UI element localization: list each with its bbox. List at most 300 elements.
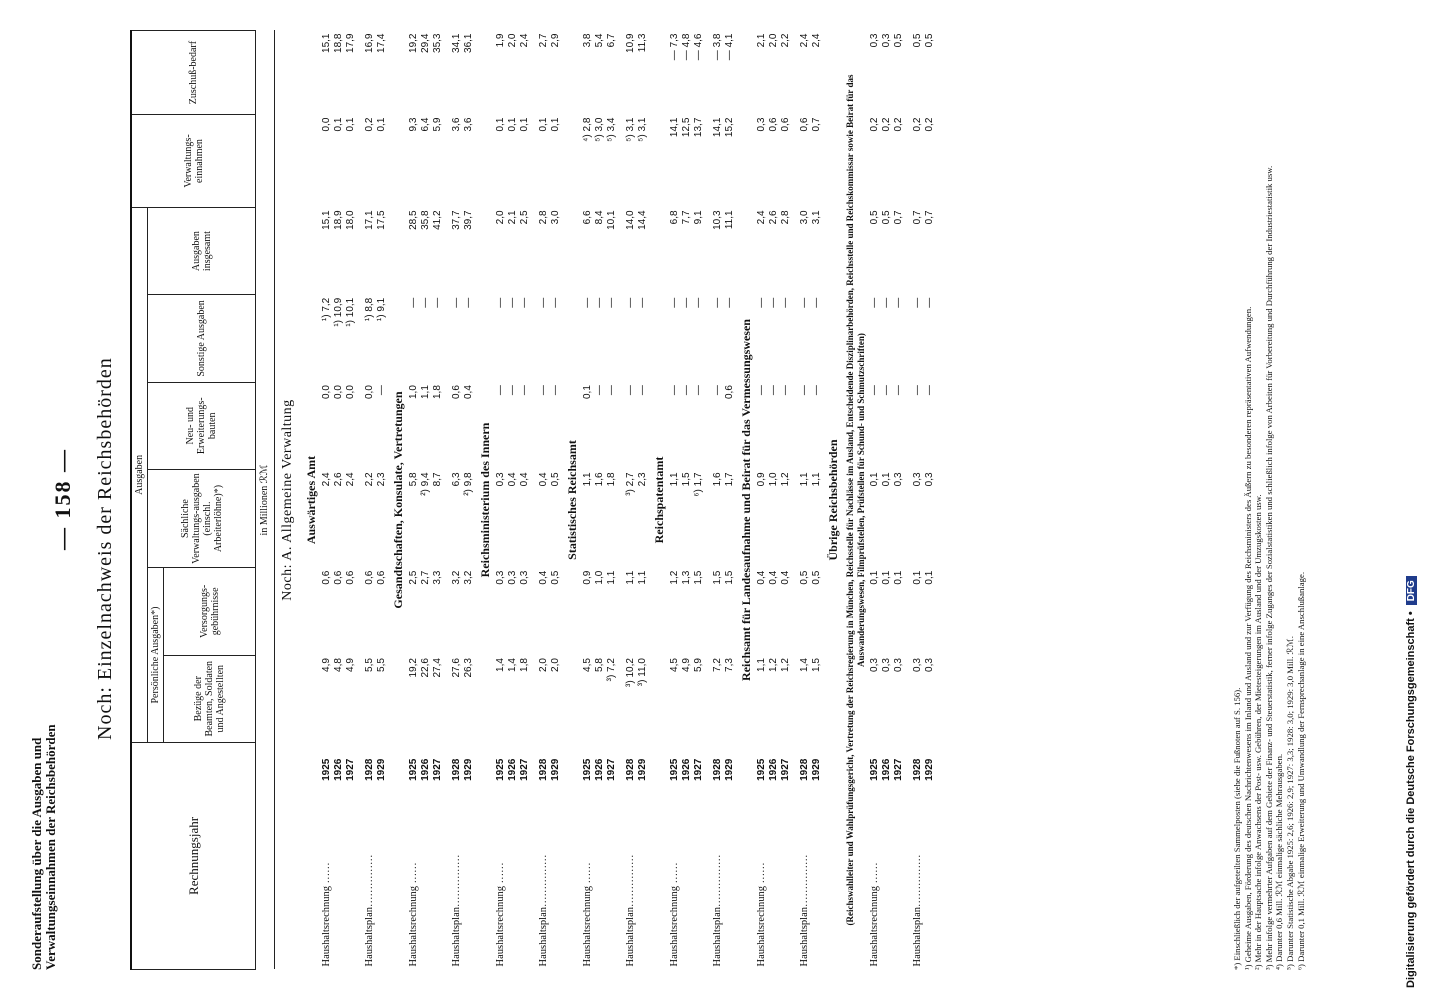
table-row bbox=[333, 31, 345, 970]
table-body bbox=[256, 31, 937, 970]
table-row bbox=[881, 31, 893, 970]
value-cell: — bbox=[681, 385, 692, 396]
footnote: ³) Mehr infolge vermehrter Aufgaben auf dem Gebiete der Finanz- und Steuerstatistik, ferner infolge Zuganges der Sozialstatistiken und schließlich infolge von Arbeiten für Vorbereitung und Durchführung der Industriestatistik usw. bbox=[1263, 165, 1274, 970]
row-label: Haushaltsplan…………… bbox=[538, 854, 549, 967]
table-row bbox=[625, 31, 637, 970]
value-cell: — bbox=[924, 385, 935, 396]
row-year: 1928 bbox=[364, 758, 375, 781]
value-cell: 13,7 bbox=[693, 117, 704, 138]
value-cell: ¹) 10,1 bbox=[345, 297, 356, 327]
table-row bbox=[495, 31, 507, 970]
value-cell: 34,1 bbox=[451, 33, 462, 53]
value-cell: 4,9 bbox=[681, 658, 692, 672]
value-cell: 1,2 bbox=[780, 472, 791, 487]
table-row bbox=[463, 31, 475, 970]
value-cell: 0,4 bbox=[538, 570, 549, 585]
table-row bbox=[756, 31, 768, 970]
value-cell: 1,5 bbox=[712, 570, 723, 585]
value-cell: 17,4 bbox=[376, 33, 387, 53]
footnote: ⁴) Darunter 0,6 Mill. ℛℳ einmalige sächliche Mehrausgaben. bbox=[1274, 753, 1285, 970]
value-cell: — bbox=[538, 385, 549, 396]
value-cell: 1,0 bbox=[768, 472, 779, 487]
value-cell: — bbox=[756, 297, 767, 308]
value-cell: 0,4 bbox=[538, 472, 549, 487]
value-cell: 3,1 bbox=[811, 210, 822, 225]
unit-row bbox=[256, 31, 275, 970]
block-title: Reichsamt für Landesaufnahme und Beirat für das Vermessungswesen bbox=[739, 319, 753, 681]
value-cell: 0,3 bbox=[912, 472, 923, 487]
value-cell: 0,2 bbox=[924, 117, 935, 132]
value-cell: 0,1 bbox=[582, 385, 593, 399]
value-cell: 2,8 bbox=[780, 210, 791, 225]
value-cell: 0,6 bbox=[780, 117, 791, 132]
value-cell: 0,2 bbox=[881, 117, 892, 132]
value-cell: 15,1 bbox=[321, 33, 332, 53]
table-row bbox=[724, 31, 736, 970]
table-row bbox=[364, 31, 376, 970]
value-cell: 5,9 bbox=[693, 658, 704, 672]
value-cell: 2,4 bbox=[321, 472, 332, 487]
row-gap bbox=[444, 31, 451, 970]
row-year: 1928 bbox=[625, 758, 636, 781]
value-cell: 1,8 bbox=[432, 385, 443, 399]
value-cell: 15,2 bbox=[724, 117, 735, 138]
value-cell: 14,0 bbox=[625, 210, 636, 230]
value-cell: 1,1 bbox=[799, 472, 810, 487]
value-cell: — bbox=[594, 297, 605, 308]
value-cell: 1,1 bbox=[756, 658, 767, 672]
row-year: 1926 bbox=[507, 758, 518, 781]
value-cell: — bbox=[669, 385, 680, 396]
value-cell: 1,1 bbox=[637, 570, 648, 585]
value-cell: 3,6 bbox=[463, 117, 474, 132]
header-zuschuss: Zuschuß-bedarf bbox=[131, 31, 256, 115]
row-gap-cell bbox=[705, 31, 712, 970]
value-cell: 0,0 bbox=[333, 385, 344, 399]
block-title: Reichspatentamt bbox=[652, 456, 666, 544]
value-cell: — bbox=[724, 297, 735, 308]
row-year: 1928 bbox=[538, 758, 549, 781]
value-cell: 1,1 bbox=[669, 472, 680, 487]
value-cell: 0,5 bbox=[881, 210, 892, 225]
value-cell: ³) 11,0 bbox=[637, 658, 648, 687]
value-cell: — bbox=[594, 385, 605, 396]
value-cell: 4,9 bbox=[345, 658, 356, 672]
value-cell: 0,7 bbox=[893, 210, 904, 225]
value-cell: 1,1 bbox=[582, 472, 593, 487]
value-cell: 0,9 bbox=[756, 472, 767, 487]
value-cell: — bbox=[637, 297, 648, 308]
value-cell: 15,1 bbox=[321, 210, 332, 230]
value-cell: 0,3 bbox=[869, 33, 880, 48]
value-cell: 7,7 bbox=[681, 210, 692, 225]
row-label bbox=[432, 784, 444, 970]
value-cell: 0,0 bbox=[345, 385, 356, 399]
table-row bbox=[451, 31, 463, 970]
value-cell: 2,0 bbox=[538, 658, 549, 672]
table-row bbox=[432, 31, 444, 970]
value-cell: 1,5 bbox=[681, 472, 692, 487]
value-cell: 0,3 bbox=[869, 658, 880, 672]
side-title: Sonderaufstellung über die Ausgaben und Verwaltungseinnahmen der Reichsbehörden bbox=[29, 724, 58, 970]
value-cell: 36,1 bbox=[463, 33, 474, 53]
value-cell: 41,2 bbox=[432, 210, 443, 230]
row-label: Haushaltsrechnung …… bbox=[869, 862, 880, 967]
block-title: Statistisches Reichsamt bbox=[565, 440, 579, 560]
block-title: Auswärtiges Amt bbox=[304, 455, 318, 545]
value-cell: 0,3 bbox=[495, 570, 506, 585]
value-cell: 2,4 bbox=[519, 33, 530, 48]
value-cell: — bbox=[780, 385, 791, 396]
row-label bbox=[507, 784, 519, 970]
value-cell: — bbox=[606, 297, 617, 308]
row-year: 1927 bbox=[893, 758, 904, 781]
value-cell: 0,0 bbox=[364, 385, 375, 399]
row-label: Haushaltsplan…………… bbox=[451, 854, 462, 967]
footnote: ¹) Geheime Ausgaben, Förderung des deutschen Nachrichtenwesens im Inland und Ausland und zur Verfügung des Reichsministers des Äußern zu besonderen repräsentativen Aufwendungen. bbox=[1242, 306, 1253, 970]
footnote: ⁶) Darunter 0,1 Mill. ℛℳ einmalige Erweiterung und Umwandlung der Fernsprechanlage in eine Anschlußanlage. bbox=[1295, 571, 1306, 970]
value-cell: 5,5 bbox=[376, 658, 387, 672]
header-persoenliche: Persönliche Ausgaben*) bbox=[148, 568, 164, 743]
value-cell: 0,3 bbox=[881, 658, 892, 672]
value-cell: 0,3 bbox=[924, 472, 935, 487]
value-cell: 0,7 bbox=[811, 117, 822, 132]
value-cell: 0,1 bbox=[376, 117, 387, 132]
block-title-row bbox=[823, 31, 843, 970]
value-cell: 0,4 bbox=[463, 385, 474, 399]
value-cell: ¹) 7,2 bbox=[321, 297, 332, 322]
value-cell: — bbox=[625, 385, 636, 396]
value-cell: 3,3 bbox=[432, 570, 443, 585]
value-cell: 9,1 bbox=[693, 210, 704, 225]
value-cell: — bbox=[507, 385, 518, 396]
value-cell: — bbox=[799, 385, 810, 396]
value-cell: ¹) 10,9 bbox=[333, 297, 344, 327]
value-cell: 4,8 bbox=[333, 658, 344, 672]
row-year: 1928 bbox=[712, 758, 723, 781]
value-cell: 28,5 bbox=[408, 210, 419, 230]
table-row bbox=[780, 31, 792, 970]
value-cell: 0,1 bbox=[538, 117, 549, 132]
value-cell: 10,9 bbox=[625, 33, 636, 53]
value-cell: 0,6 bbox=[724, 385, 735, 399]
header-saechliche: Sächliche Verwaltungs-ausgaben (einschl. Arbeiterlöhne)*) bbox=[148, 469, 256, 567]
table-row bbox=[420, 31, 432, 970]
value-cell: 0,6 bbox=[799, 117, 810, 132]
value-cell: 19,2 bbox=[408, 658, 419, 678]
value-cell: 0,1 bbox=[893, 570, 904, 585]
value-cell: ²) 9,8 bbox=[463, 472, 474, 496]
value-cell: 1,1 bbox=[420, 385, 431, 399]
value-cell: 0,6 bbox=[321, 570, 332, 585]
row-label: Haushaltsrechnung …… bbox=[669, 862, 680, 967]
row-gap-cell bbox=[357, 31, 364, 970]
value-cell: — bbox=[780, 297, 791, 308]
value-cell: 17,1 bbox=[364, 210, 375, 230]
value-cell: 3,2 bbox=[463, 570, 474, 585]
value-cell: — bbox=[451, 297, 462, 308]
value-cell: — bbox=[606, 385, 617, 396]
table-row bbox=[693, 31, 705, 970]
value-cell: — bbox=[924, 297, 935, 308]
value-cell: 0,7 bbox=[924, 210, 935, 225]
row-label: Haushaltsplan…………… bbox=[625, 854, 636, 967]
value-cell: 2,7 bbox=[538, 33, 549, 48]
value-cell: 0,5 bbox=[550, 472, 561, 487]
row-label: Haushaltsrechnung …… bbox=[495, 862, 506, 967]
row-label bbox=[519, 784, 531, 970]
digitization-credit bbox=[1405, 8, 1417, 988]
value-cell: ⁵) 3,1 bbox=[625, 117, 636, 142]
value-cell: 0,3 bbox=[881, 33, 892, 48]
value-cell: 4,5 bbox=[669, 658, 680, 672]
value-cell: 6,3 bbox=[451, 472, 462, 487]
value-cell: 0,1 bbox=[881, 472, 892, 487]
row-year: 1926 bbox=[681, 758, 692, 781]
row-year: 1928 bbox=[451, 758, 462, 781]
value-cell: — bbox=[376, 385, 387, 396]
value-cell: 2,6 bbox=[333, 472, 344, 487]
value-cell: 2,3 bbox=[637, 472, 648, 487]
value-cell: 0,4 bbox=[756, 570, 767, 585]
value-cell: 7,2 bbox=[712, 658, 723, 672]
value-cell: — bbox=[681, 297, 692, 308]
value-cell: 1,1 bbox=[811, 472, 822, 487]
value-cell: 0,1 bbox=[881, 570, 892, 585]
value-cell: 9,3 bbox=[408, 117, 419, 132]
row-year: 1925 bbox=[869, 758, 880, 781]
value-cell: — 7,3 bbox=[669, 33, 680, 61]
value-cell: 0,5 bbox=[893, 33, 904, 48]
value-cell: — bbox=[625, 297, 636, 308]
value-cell: 2,9 bbox=[550, 33, 561, 48]
value-cell: 2,5 bbox=[408, 570, 419, 585]
value-cell: — bbox=[495, 385, 506, 396]
block-title-row bbox=[388, 31, 408, 970]
value-cell: 0,3 bbox=[519, 570, 530, 585]
row-year: 1926 bbox=[768, 758, 779, 781]
row-year: 1927 bbox=[519, 758, 530, 781]
value-cell: 1,1 bbox=[606, 570, 617, 585]
row-year: 1926 bbox=[881, 758, 892, 781]
row-year: 1926 bbox=[594, 758, 605, 781]
value-cell: ²) 9,4 bbox=[420, 472, 431, 496]
row-label bbox=[333, 784, 345, 970]
row-gap bbox=[618, 31, 625, 970]
value-cell: 0,3 bbox=[495, 472, 506, 487]
value-cell: 2,8 bbox=[538, 210, 549, 225]
value-cell: 2,4 bbox=[811, 33, 822, 48]
row-label bbox=[693, 784, 705, 970]
row-year: 1929 bbox=[924, 758, 935, 781]
value-cell: 0,1 bbox=[495, 117, 506, 132]
header-ausgaben: Ausgaben bbox=[131, 207, 148, 742]
value-cell: — 3,8 bbox=[712, 33, 723, 61]
header-rechnungsjahr: Rechnungsjahr bbox=[131, 742, 256, 969]
value-cell: — bbox=[881, 385, 892, 396]
value-cell: 1,2 bbox=[669, 570, 680, 585]
value-cell: 0,5 bbox=[550, 570, 561, 585]
value-cell: 1,5 bbox=[724, 570, 735, 585]
value-cell: ³) 10,2 bbox=[625, 658, 636, 687]
value-cell: 0,2 bbox=[869, 117, 880, 132]
block-subtitle: (Reichswahlleiter und Wahlprüfungsgericht, Vertretung der Reichsregierung in München, Reichsstelle für Nachlässe im Ausland, Entscheidende Disziplinarbehörden, Reichsstelle und Reichskommissar sowie Beirat für das Auswanderungswesen, Filmprüfstellen, Prüfstellen für Schund- und Schmutzschriften) bbox=[845, 74, 866, 926]
value-cell: — bbox=[869, 385, 880, 396]
row-label bbox=[606, 784, 618, 970]
row-year: 1929 bbox=[550, 758, 561, 781]
value-cell: 6,4 bbox=[420, 117, 431, 132]
header-versorgung: Versorgungs-gebührnisse bbox=[164, 568, 256, 655]
value-cell: 0,3 bbox=[924, 658, 935, 672]
value-cell: 1,7 bbox=[724, 472, 735, 487]
table-row bbox=[594, 31, 606, 970]
row-year: 1925 bbox=[408, 758, 419, 781]
value-cell: 2,0 bbox=[768, 33, 779, 48]
row-label bbox=[345, 784, 357, 970]
value-cell: 0,0 bbox=[321, 117, 332, 132]
row-year: 1927 bbox=[780, 758, 791, 781]
value-cell: 0,4 bbox=[780, 570, 791, 585]
value-cell: 1,5 bbox=[811, 658, 822, 672]
value-cell: 16,9 bbox=[364, 33, 375, 53]
row-gap-cell bbox=[792, 31, 799, 970]
value-cell: 0,3 bbox=[756, 117, 767, 132]
value-cell: — 4,6 bbox=[693, 33, 704, 61]
value-cell: 2,1 bbox=[756, 33, 767, 48]
value-cell: 14,1 bbox=[669, 117, 680, 138]
table-row bbox=[712, 31, 724, 970]
value-cell: 14,4 bbox=[637, 210, 648, 230]
value-cell: 27,6 bbox=[451, 658, 462, 678]
value-cell: 3,8 bbox=[582, 33, 593, 48]
table-row bbox=[550, 31, 562, 970]
dfg-logo: DFG bbox=[1406, 576, 1417, 605]
row-year: 1928 bbox=[912, 758, 923, 781]
row-label bbox=[724, 784, 736, 970]
value-cell: — bbox=[550, 297, 561, 308]
block-subtitle-row bbox=[843, 31, 869, 970]
value-cell: ⁵) 3,0 bbox=[594, 117, 605, 142]
table-row bbox=[345, 31, 357, 970]
value-cell: 0,2 bbox=[893, 117, 904, 132]
row-year: 1929 bbox=[463, 758, 474, 781]
row-label bbox=[420, 784, 432, 970]
value-cell: 0,1 bbox=[924, 570, 935, 585]
value-cell: 5,8 bbox=[408, 472, 419, 487]
table-row bbox=[376, 31, 388, 970]
value-cell: 2,0 bbox=[550, 658, 561, 672]
value-cell: — bbox=[669, 297, 680, 308]
row-label: Haushaltsplan…………… bbox=[799, 854, 810, 967]
block-title-row bbox=[475, 31, 495, 970]
value-cell: — bbox=[881, 297, 892, 308]
row-gap bbox=[531, 31, 538, 970]
value-cell: 18,0 bbox=[345, 210, 356, 230]
value-cell: — bbox=[893, 385, 904, 396]
row-year: 1926 bbox=[333, 758, 344, 781]
value-cell: — bbox=[912, 385, 923, 396]
value-cell: 5,8 bbox=[594, 658, 605, 672]
value-cell: ⁵) 3,1 bbox=[637, 117, 648, 142]
section-row bbox=[275, 31, 302, 970]
value-cell: — bbox=[768, 385, 779, 396]
row-gap bbox=[705, 31, 712, 970]
value-cell: — bbox=[550, 385, 561, 396]
value-cell: — bbox=[712, 297, 723, 308]
value-cell: 0,2 bbox=[364, 117, 375, 132]
value-cell: 10,3 bbox=[712, 210, 723, 230]
table-row bbox=[912, 31, 924, 970]
value-cell: 0,5 bbox=[912, 33, 923, 48]
value-cell: 0,0 bbox=[321, 385, 332, 399]
footnote: *) Einschließlich der aufgeteilten Sammelposten (siehe die Fußnoten auf S. 156). bbox=[1232, 687, 1242, 970]
data-table bbox=[130, 30, 936, 970]
value-cell: 0,6 bbox=[451, 385, 462, 399]
table-row bbox=[669, 31, 681, 970]
value-cell: ⁵) 3,4 bbox=[606, 117, 617, 142]
footnote: ²) Mehr in der Hauptsache infolge Anwachsens der Post- usw. Gebühren, der Mietesteigerungen im Ausland und der Umzugskosten usw. bbox=[1253, 494, 1264, 970]
value-cell: — bbox=[869, 297, 880, 308]
value-cell: 10,1 bbox=[606, 210, 617, 230]
value-cell: 0,4 bbox=[519, 472, 530, 487]
value-cell: 2,0 bbox=[495, 210, 506, 225]
value-cell: — bbox=[495, 297, 506, 308]
value-cell: 2,3 bbox=[376, 472, 387, 487]
value-cell: 7,3 bbox=[724, 658, 735, 672]
table-row bbox=[321, 31, 333, 970]
value-cell: 3,6 bbox=[451, 117, 462, 132]
row-year: 1927 bbox=[606, 758, 617, 781]
row-year: 1929 bbox=[724, 758, 735, 781]
row-label: Haushaltsrechnung …… bbox=[756, 862, 767, 967]
block-title: Übrige Reichsbehörden bbox=[826, 439, 840, 561]
value-cell: 0,3 bbox=[893, 472, 904, 487]
row-year: 1928 bbox=[799, 758, 810, 781]
row-label bbox=[463, 784, 475, 970]
row-label bbox=[637, 784, 649, 970]
value-cell: 0,5 bbox=[799, 570, 810, 585]
value-cell: 0,6 bbox=[376, 570, 387, 585]
row-label bbox=[924, 784, 936, 970]
header-insgesamt: Ausgaben insgesamt bbox=[148, 207, 256, 294]
value-cell: 2,7 bbox=[420, 570, 431, 585]
value-cell: 0,3 bbox=[507, 570, 518, 585]
header-sonstige: Sonstige Ausgaben bbox=[148, 295, 256, 382]
value-cell: 1,2 bbox=[768, 658, 779, 672]
row-year: 1927 bbox=[693, 758, 704, 781]
row-gap bbox=[905, 31, 912, 970]
value-cell: 0,1 bbox=[550, 117, 561, 132]
table-row bbox=[519, 31, 531, 970]
value-cell: 2,4 bbox=[345, 472, 356, 487]
row-gap-cell bbox=[531, 31, 538, 970]
row-label bbox=[594, 784, 606, 970]
value-cell: 1,8 bbox=[606, 472, 617, 487]
row-gap-cell bbox=[905, 31, 912, 970]
block-title: Gesandtschaften, Konsulate, Vertretungen bbox=[391, 391, 405, 609]
value-cell: 3,0 bbox=[799, 210, 810, 225]
value-cell: 1,8 bbox=[519, 658, 530, 672]
value-cell: — bbox=[432, 297, 443, 308]
value-cell: — 4,1 bbox=[724, 33, 735, 61]
value-cell: 18,9 bbox=[333, 210, 344, 230]
value-cell: 3,2 bbox=[451, 570, 462, 585]
table-row bbox=[869, 31, 881, 970]
value-cell: 0,1 bbox=[507, 117, 518, 132]
value-cell: — bbox=[756, 385, 767, 396]
row-label: Haushaltsrechnung …… bbox=[408, 862, 419, 967]
row-label: Haushaltsplan…………… bbox=[364, 854, 375, 967]
